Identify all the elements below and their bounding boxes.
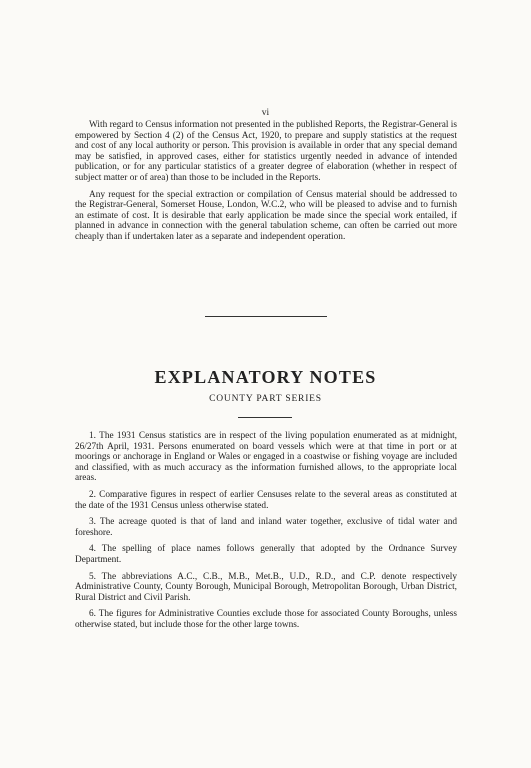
note-1: 1. The 1931 Census statistics are in respect of the living population enumerated as at midnight, 26/27th April, 1931. Persons enumerated on board vessels which were at that time in port or at moorings or anchorage in England or Wales or engaged in a coastwise or fishing voyage are included and classified, with as much accuracy as the information furnished allows, to the appropriate local areas.: [75, 431, 457, 484]
page-number: vi: [261, 108, 270, 118]
page-title: EXPLANATORY NOTES: [154, 367, 377, 387]
section-divider: [205, 316, 327, 317]
note-2: 2. Comparative figures in respect of earlier Censuses relate to the several areas as constituted at the date of the 1931 Census unless otherwise stated.: [75, 489, 457, 511]
intro-paragraph-2: Any request for the special extraction or compilation of Census material should be addressed to the Registrar-General, Somerset House, London, W.C.2, who will be pleased to advise and to furnish an estimate of cost. It is desirable that early application be made since the special work entailed, if planned in advance in connection with the general tabulation scheme, can often be carried out more cheaply than if undertaken later as a separate and independent operation.: [75, 189, 457, 242]
heading-divider: [238, 417, 292, 418]
intro-paragraph-1: With regard to Census information not presented in the published Reports, the Registrar-General is empowered by Section 4 (2) of the Census Act, 1920, to prepare and supply statistics at the request and cost of any local authority or person. This provision is available in order that any special demand may be satisfied, in approved cases, either for statistics urgently needed in advance of intended publication, or for any particular statistics of a greater degree of elaboration (whether in respect of subject matter or of area) than those to be included in the Reports.: [75, 120, 457, 183]
note-6: 6. The figures for Administrative Counties exclude those for associated County Boroughs, unless otherwise stated, but include those for the other large towns.: [75, 609, 457, 630]
intro-section: [75, 120, 457, 249]
note-4: 4. The spelling of place names follows generally that adopted by the Ordnance Survey Department.: [75, 544, 457, 565]
note-5: 5. The abbreviations A.C., C.B., M.B., Met.B., U.D., R.D., and C.P. denote respectively Administrative County, County Borough, Municipal Borough, Metropolitan Borough, Urban District, Rural District and Civil Parish.: [75, 571, 457, 603]
note-3: 3. The acreage quoted is that of land and inland water together, exclusive of tidal water and foreshore.: [75, 517, 457, 538]
page-subtitle: COUNTY PART SERIES: [209, 394, 322, 404]
notes-section: [75, 431, 457, 637]
